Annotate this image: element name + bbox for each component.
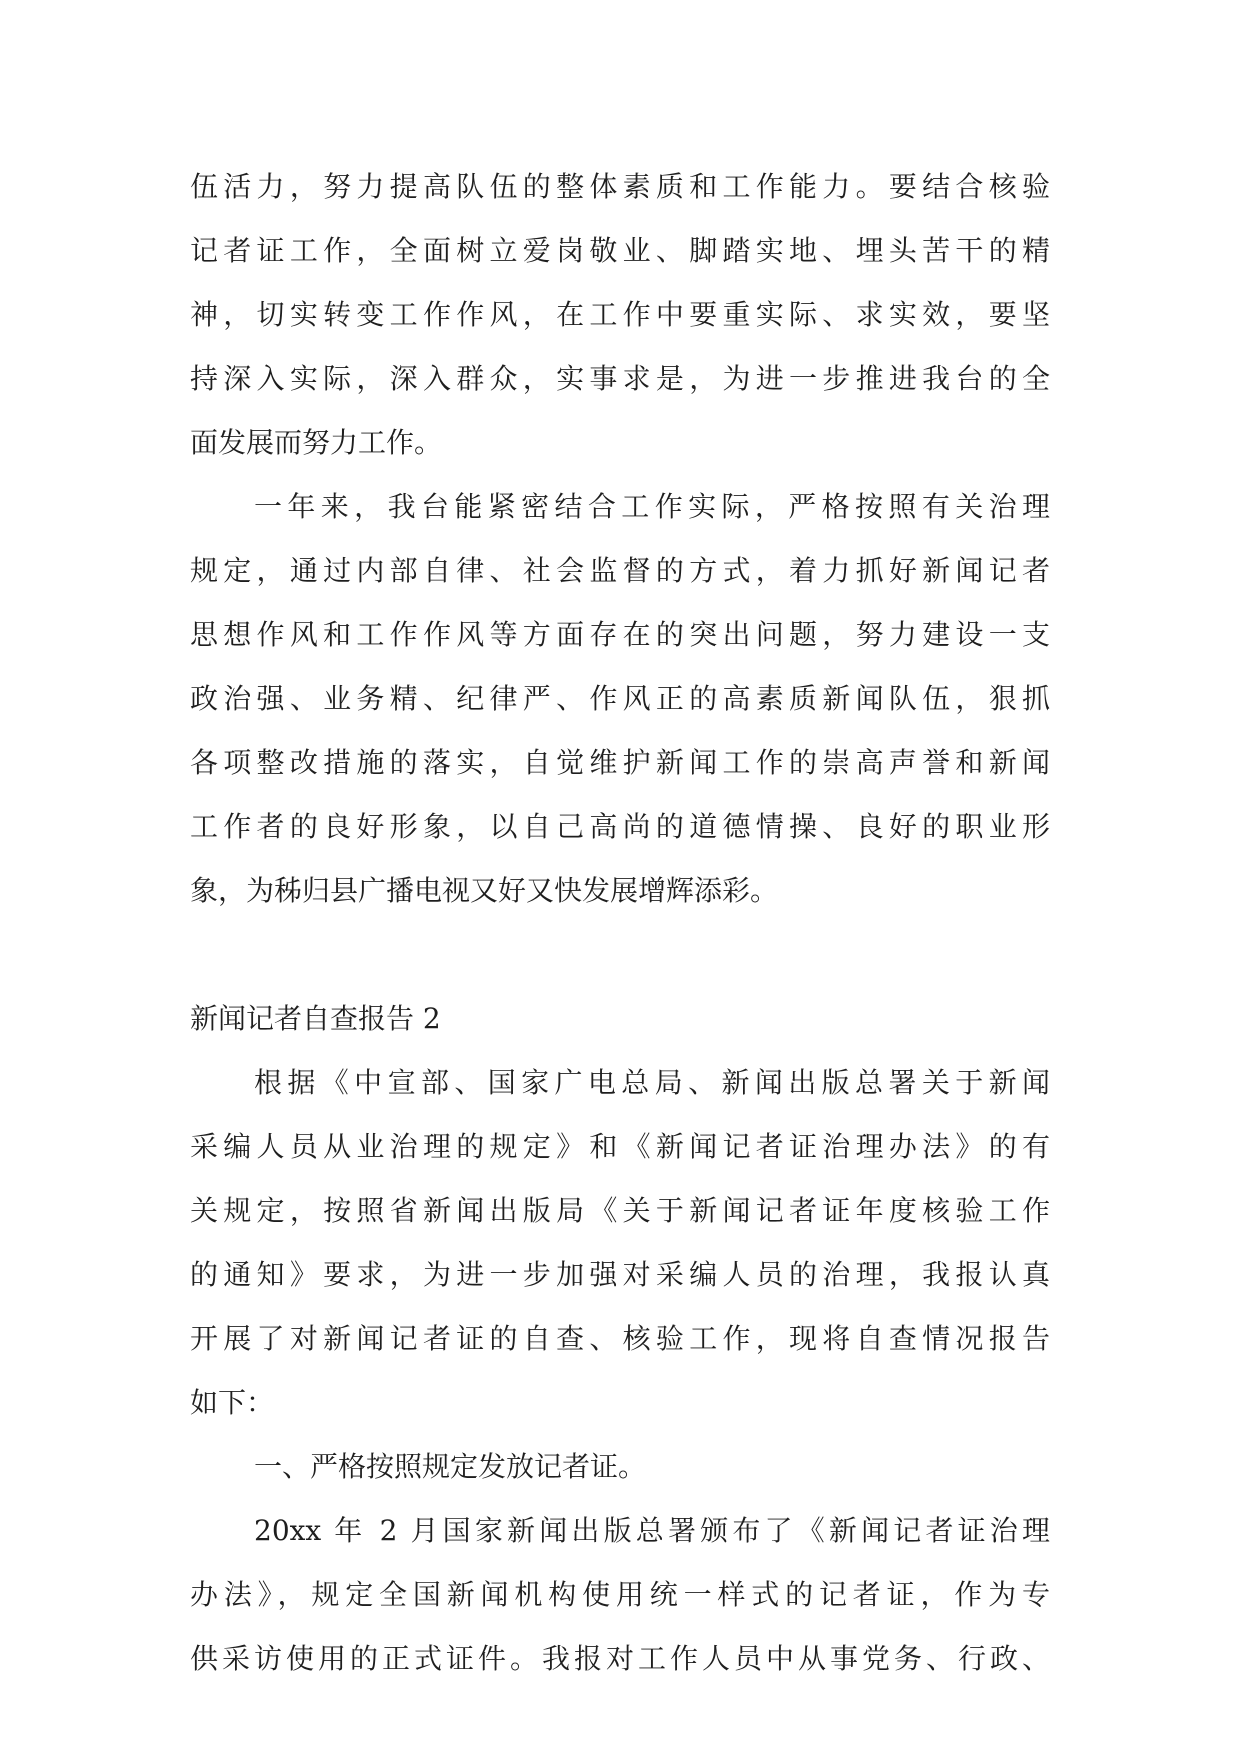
paragraph-2-line-6: 工作者的良好形象，以自己高尚的道德情操、良好的职业形 (190, 810, 1050, 843)
document-body (190, 155, 1050, 1691)
paragraph-3-line-2: 采编人员从业治理的规定》和《新闻记者证治理办法》的有 (190, 1130, 1050, 1163)
paragraph-1-line-2: 记者证工作，全面树立爱岗敬业、脚踏实地、埋头苦干的精 (190, 234, 1050, 267)
paragraph-3-line-1: 根据《中宣部、国家广电总局、新闻出版总署关于新闻 (254, 1066, 1050, 1099)
paragraph-5-line-2: 办法》，规定全国新闻机构使用统一样式的记者证，作为专 (190, 1578, 1050, 1611)
paragraph-3-line-6: 如下： (190, 1386, 275, 1419)
paragraph-3-line-4: 的通知》要求，为进一步加强对采编人员的治理，我报认真 (190, 1258, 1050, 1291)
section-heading: 新闻记者自查报告 2 (190, 1002, 441, 1035)
paragraph-2-line-4: 政治强、业务精、纪律严、作风正的高素质新闻队伍，狠抓 (190, 682, 1050, 715)
paragraph-1-line-4: 持深入实际，深入群众，实事求是，为进一步推进我台的全 (190, 362, 1050, 395)
paragraph-2-line-1: 一年来，我台能紧密结合工作实际，严格按照有关治理 (254, 490, 1050, 523)
paragraph-5-line-3: 供采访使用的正式证件。我报对工作人员中从事党务、行政、 (190, 1642, 1050, 1675)
section-spacer (190, 923, 1050, 987)
paragraph-1-line-3: 神，切实转变工作作风，在工作中要重实际、求实效，要坚 (190, 298, 1050, 331)
paragraph-2-line-3: 思想作风和工作作风等方面存在的突出问题，努力建设一支 (190, 618, 1050, 651)
paragraph-1-line-5: 面发展而努力工作。 (190, 426, 443, 459)
paragraph-3-line-3: 关规定，按照省新闻出版局《关于新闻记者证年度核验工作 (190, 1194, 1050, 1227)
paragraph-5-line-1: 20xx 年 2 月国家新闻出版总署颁布了《新闻记者证治理 (254, 1514, 1050, 1547)
paragraph-2-line-7: 象，为秭归县广播电视又好又快发展增辉添彩。 (190, 874, 779, 907)
paragraph-3-line-5: 开展了对新闻记者证的自查、核验工作，现将自查情况报告 (190, 1322, 1050, 1355)
paragraph-1-line-1: 伍活力，努力提高队伍的整体素质和工作能力。要结合核验 (190, 170, 1050, 203)
paragraph-2-line-2: 规定，通过内部自律、社会监督的方式，着力抓好新闻记者 (190, 554, 1050, 587)
paragraph-2-line-5: 各项整改措施的落实，自觉维护新闻工作的崇高声誉和新闻 (190, 746, 1050, 779)
paragraph-4-line-1: 一、严格按照规定发放记者证。 (254, 1450, 647, 1483)
